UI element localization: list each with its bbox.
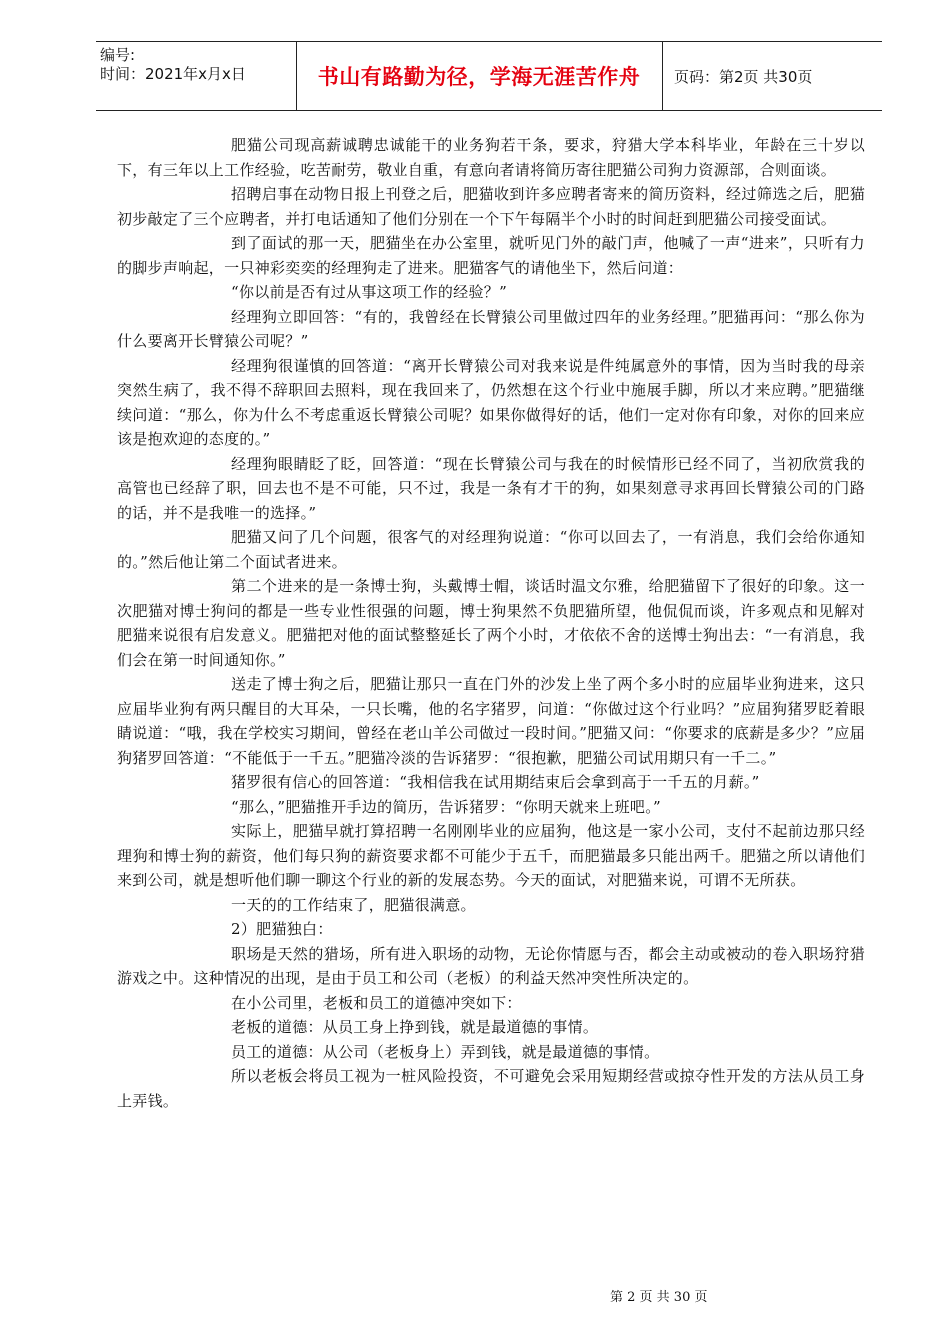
paragraph: 经理狗立即回答：“有的，我曾经在长臂猿公司里做过四年的业务经理。”肥猫再问：“那么你为什么要离开长臂猿公司呢？” [117, 307, 865, 350]
paragraph: 职场是天然的猎场，所有进入职场的动物，无论你情愿与否，都会主动或被动的卷入职场狩猎游戏之中。这种情况的出现，是由于员工和公司（老板）的利益天然冲突性所决定的。 [117, 944, 865, 987]
page-header [96, 41, 882, 111]
paragraph: 所以老板会将员工视为一桩风险投资，不可避免会采用短期经营或掠夺性开发的方法从员工身上弄钱。 [117, 1067, 865, 1110]
paragraph: 老板的道德：从员工身上挣到钱，就是最道德的事情。 [231, 1018, 599, 1036]
page-footer: 第 2 页 共 30 页 [610, 1290, 708, 1305]
header-meta [96, 42, 296, 110]
paragraph: 送走了博士狗之后，肥猫让那只一直在门外的沙发上坐了两个多小时的应届毕业狗进来，这只应届毕业狗有两只醒目的大耳朵，一只长嘴，他的名字猪罗，问道：“你做过这个行业吗？”应届狗猪罗眨着眼睛说道：“哦，我在学校实习期间，曾经在老山羊公司做过一段时间。”肥猫又问：“你要求的底薪是多少？”应届狗猪罗回答道：“不能低于一千五。”肥猫冷淡的告诉猪罗：“很抱歉，肥猫公司试用期只有一千二。” [117, 675, 865, 767]
number-label: 编号: [100, 46, 136, 64]
section-heading: 2）肥猫独白： [231, 920, 333, 938]
paragraph: 一天的的工作结束了，肥猫很满意。 [231, 895, 476, 914]
paragraph: 实际上，肥猫早就打算招聘一名刚刚毕业的应届狗，他这是一家小公司，支付不起前边那只经理狗和博士狗的薪资，他们每只狗的薪资要求都不可能少于五千，而肥猫最多只能出两千。肥猫之所以请他们来到公司，就是想听他们聊一聊这个行业的新的发展态势。今天的面试，对肥猫来说，可谓不无所获。 [117, 822, 865, 889]
paragraph: 第二个进来的是一条博士狗，头戴博士帽，谈话时温文尔雅，给肥猫留下了很好的印象。这一次肥猫对博士狗问的都是一些专业性很强的问题，博士狗果然不负肥猫所望，他侃侃而谈，许多观点和见解对肥猫来说很有启发意义。肥猫把对他的面试整整延长了两个小时，才依依不舍的送博士狗出去：“一有消息，我们会在第一时间通知你。” [117, 577, 865, 669]
paragraph: 招聘启事在动物日报上刊登之后，肥猫收到许多应聘者寄来的简历资料，经过筛选之后，肥猫初步敲定了三个应聘者，并打电话通知了他们分别在一个下午每隔半个小时的时间赶到肥猫公司接受面试。 [117, 185, 865, 228]
header-divider-right [662, 42, 663, 110]
paragraph: 经理狗眼睛眨了眨，回答道：“现在长臂猿公司与我在的时候情形已经不同了，当初欣赏我的高管也已经辞了职，回去也不是不可能，只不过，我是一条有才干的狗，如果刻意寻求再回长臂猿公司的门路的话，并不是我唯一的选择。” [117, 454, 865, 522]
paragraph: “你以前是否有过从事这项工作的经验？” [231, 283, 508, 301]
header-motto: 书山有路勤为径，学海无涯苦作舟 [317, 65, 641, 89]
paragraph: “那么，”肥猫推开手边的简历，告诉猪罗：“你明天就来上班吧。” [231, 797, 661, 816]
paragraph: 经理狗很谨慎的回答道：“离开长臂猿公司对我来说是件纯属意外的事情，因为当时我的母亲突然生病了，我不得不辞职回去照料，现在我回来了，仍然想在这个行业中施展手脚，所以才来应聘。”肥猫继续问道：“那么，你为什么不考虑重返长臂猿公司呢？如果你做得好的话，他们一定对你有印象，对你的回来应该是抱欢迎的态度的。” [117, 356, 865, 448]
time-label: 时间：2021年x月x日 [100, 65, 246, 83]
paragraph: 肥猫又问了几个问题，很客气的对经理狗说道：“你可以回去了，一有消息，我们会给你通知的。”然后他让第二个面试者进来。 [117, 528, 865, 571]
paragraph: 到了面试的那一天，肥猫坐在办公室里，就听见门外的敲门声，他喊了一声“进来”，只听有力的脚步声响起，一只神彩奕奕的经理狗走了进来。肥猫客气的请他坐下，然后问道： [117, 234, 865, 277]
paragraph: 猪罗很有信心的回答道：“我相信我在试用期结束后会拿到高于一千五的月薪。” [231, 773, 760, 791]
paragraph: 在小公司里，老板和员工的道德冲突如下： [231, 993, 522, 1012]
paragraph: 肥猫公司现高薪诚聘忠诚能干的业务狗若干条，要求，狩猎大学本科毕业，年龄在三十岁以下，有三年以上工作经验，吃苦耐劳，敬业自重，有意向者请将简历寄往肥猫公司狗力资源部，合则面谈。 [117, 136, 865, 179]
paragraph: 员工的道德：从公司（老板身上）弄到钱，就是最道德的事情。 [231, 1042, 660, 1061]
document-body [117, 133, 865, 1113]
header-page-code: 页码：第2页 共30页 [674, 67, 813, 86]
